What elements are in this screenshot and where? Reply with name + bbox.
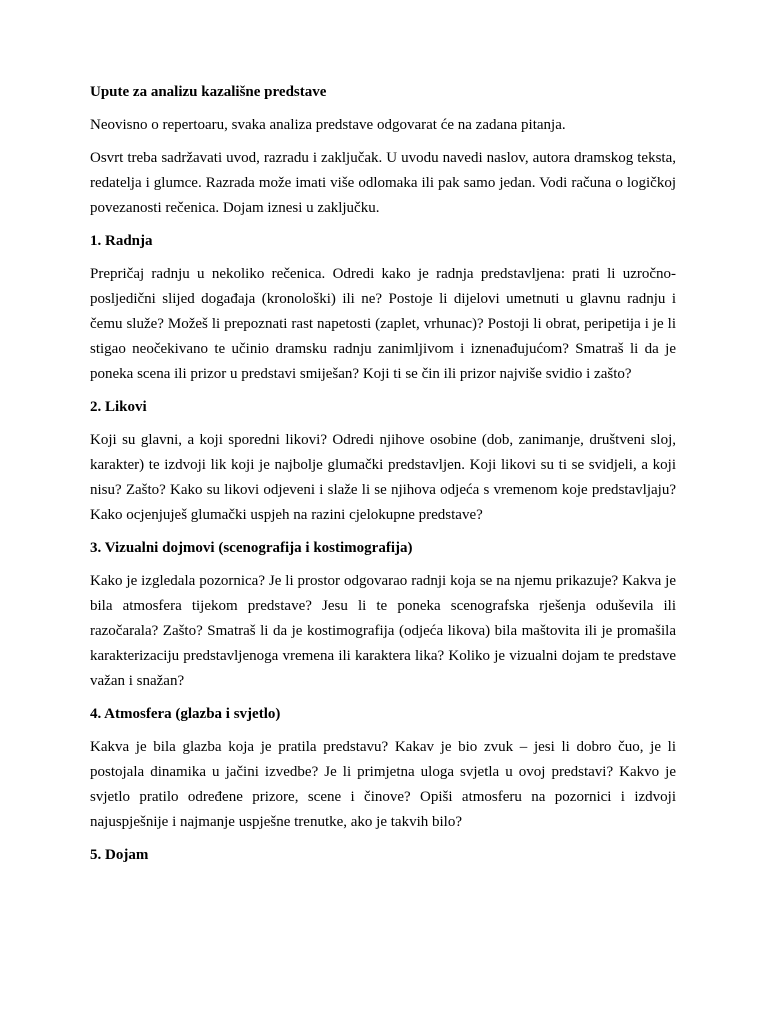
intro-paragraph: Neovisno o repertoaru, svaka analiza predstave odgovarat će na zadana pitanja. <box>90 117 566 133</box>
section-heading-likovi: 2. Likovi <box>90 399 147 415</box>
section-text-atmosfera: Kakva je bila glazba koja je pratila predstavu? Kakav je bio zvuk – jesi li dobro čuo, je li postojala dinamika u jačini izvedbe? Je li primjetna uloga svjetla u ovoj predstavi? Kakvo je svjetlo pratilo određene prizore, scene i činove? Opiši atmosferu na pozornici i izdvoji najuspješnije i najmanje uspješne trenutke, ako je takvih bilo? <box>90 739 676 830</box>
overview-paragraph: Osvrt treba sadržavati uvod, razradu i zaključak. U uvodu navedi naslov, autora dramskog teksta, redatelja i glumce. Razrada može imati više odlomaka ili pak samo jedan. Vodi računa o logičkoj povezanosti rečenica. Dojam iznesi u zaključku. <box>90 150 676 216</box>
section-heading-dojam: 5. Dojam <box>90 847 149 863</box>
document-title: Upute za analizu kazališne predstave <box>90 84 327 100</box>
section-text-radnja: Prepričaj radnju u nekoliko rečenica. Odredi kako je radnja predstavljena: prati li uzročno-posljedični slijed događaja (kronološki) ili ne? Postoje li dijelovi umetnuti u glavnu radnju i čemu služe? Možeš li prepoznati rast napetosti (zaplet, vrhunac)? Postoji li obrat, peripetija i je li stigao neočekivano te učinio dramsku radnju zanimljivom i iznenađujućom? Smatraš li da je poneka scena ili prizor u predstavi smiješan? Koji ti se čin ili prizor najviše svidio i zašto? <box>90 266 676 382</box>
section-heading-radnja: 1. Radnja <box>90 233 153 249</box>
section-heading-atmosfera: 4. Atmosfera (glazba i svjetlo) <box>90 706 281 722</box>
section-text-vizualni-dojmovi: Kako je izgledala pozornica? Je li prostor odgovarao radnji koja se na njemu prikazuje? Kakva je bila atmosfera tijekom predstave? Jesu li te poneka scenografska rješenja oduševila ili razočarala? Zašto? Smatraš li da je kostimografija (odjeća likova) bila maštovita ili je promašila karakterizaciju predstavljenoga vremena ili karaktera lika? Koliko je vizualni dojam te predstave važan i snažan? <box>90 573 676 689</box>
section-text-likovi: Koji su glavni, a koji sporedni likovi? Odredi njihove osobine (dob, zanimanje, društveni sloj, karakter) te izdvoji lik koji je najbolje glumački predstavljen. Koji likovi su ti se svidjeli, a koji nisu? Zašto? Kako su likovi odjeveni i slaže li se njihova odjeća s vremenom koje predstavljaju? Kako ocjenjuješ glumački uspjeh na razini cjelokupne predstave? <box>90 432 676 523</box>
section-heading-vizualni-dojmovi: 3. Vizualni dojmovi (scenografija i kostimografija) <box>90 540 413 556</box>
document-page <box>90 80 676 876</box>
